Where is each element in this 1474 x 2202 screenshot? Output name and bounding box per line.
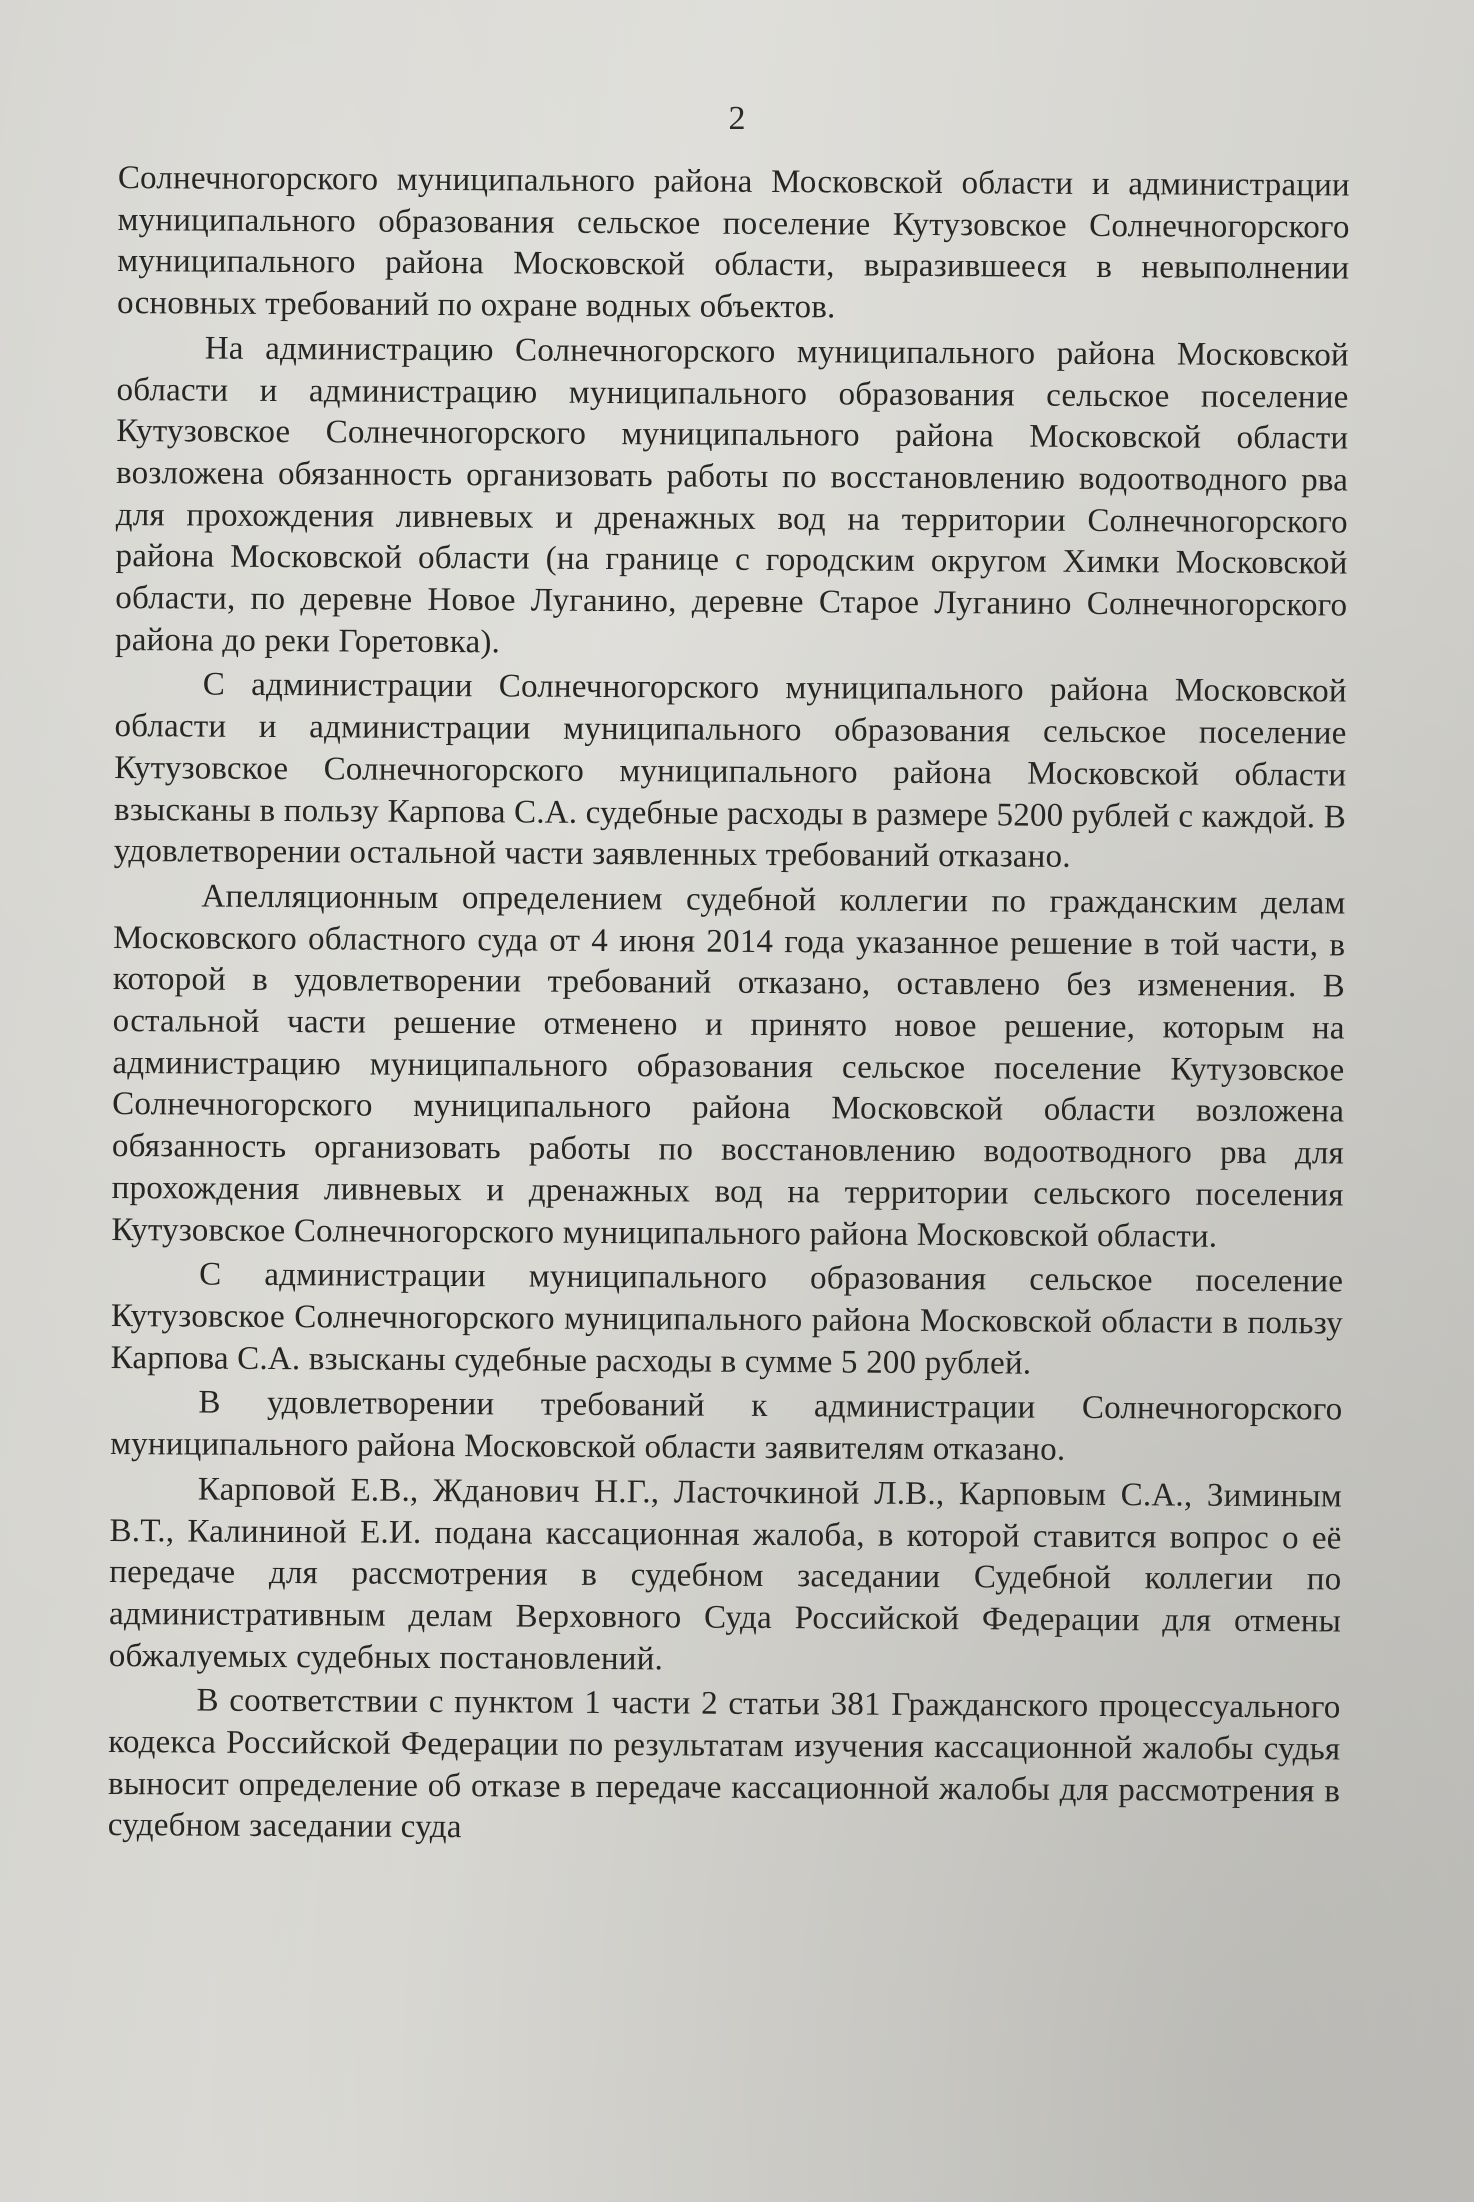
paragraph-1: Солнечногорского муниципального района Московской области и администрации муниципального образования сельское поселение Кутузовское Солнечногорского муниципального района Московской области, выразившееся в невыполнении основных требований по охране водных объектов. [117,159,1350,326]
page-number: 2 [728,100,746,137]
paragraph-7: Карповой Е.В., Жданович Н.Г., Ласточкиной Л.В., Карповым С.А., Зиминым В.Т., Калининой Е.И. подана кассационная жалоба, в которой ставится вопрос о её передаче для рассмотрения в судебном заседании Судебной коллегии по административным делам Верховного Суда Российской Федерации для отмены обжалуемых судебных постановлений. [108,1471,1342,1677]
paragraph-5: С администрации муниципального образования сельское поселение Кутузовское Солнечногорского муниципального района Московской области в пользу Карпова С.А. взысканы судебные расходы в сумме 5 200 рублей. [110,1256,1344,1382]
paragraph-3: С администрации Солнечногорского муниципального района Московской области и администрации муниципального образования сельское поселение Кутузовское Солнечногорского муниципального района Московской области взысканы в пользу Карпова С.А. судебные расходы в размере 5200 рублей с каждой. В удовлетворении остальной части заявленных требований отказано. [113,666,1347,876]
document-body [108,158,1350,1858]
paragraph-2: На администрацию Солнечногорского муниципального района Московской области и администрацию муниципального образования сельское поселение Кутузовское Солнечногорского муниципального района Московской области возложена обязанность организовать работы по восстановлению водоотводного рва для прохождения ливневых и дренажных вод на территории Солнечногорского района Московской области (на границе с городским округом Химки Московской области, по деревне Новое Луганино, деревне Старое Луганино Солнечногорского района до реки Горетовка). [114,330,1349,661]
paragraph-6: В удовлетворении требований к администрации Солнечногорского муниципального района Московской области заявителям отказано. [110,1384,1343,1468]
paragraph-8: В соответствии с пунктом 1 части 2 статьи 381 Гражданского процессуального кодекса Российской Федерации по результатам изучения кассационной жалобы судья выносит определение об отказе в передаче кассационной жалобы для рассмотрения в судебном заседании суда [107,1682,1341,1846]
paragraph-4: Апелляционным определением судебной коллегии по гражданским делам Московского областного суда от 4 июня 2014 года указанное решение в той части, в которой в удовлетворении требований отказано, оставлено без изменения. В остальной части решение отменено и принято новое решение, которым на администрацию муниципального образования сельское поселение Кутузовское Солнечногорского муниципального района Московской области возложена обязанность организовать работы по восстановлению водоотводного рва для прохождения ливневых и дренажных вод на территории сельского поселения Кутузовское Солнечногорского муниципального района Московской области. [111,878,1346,1255]
